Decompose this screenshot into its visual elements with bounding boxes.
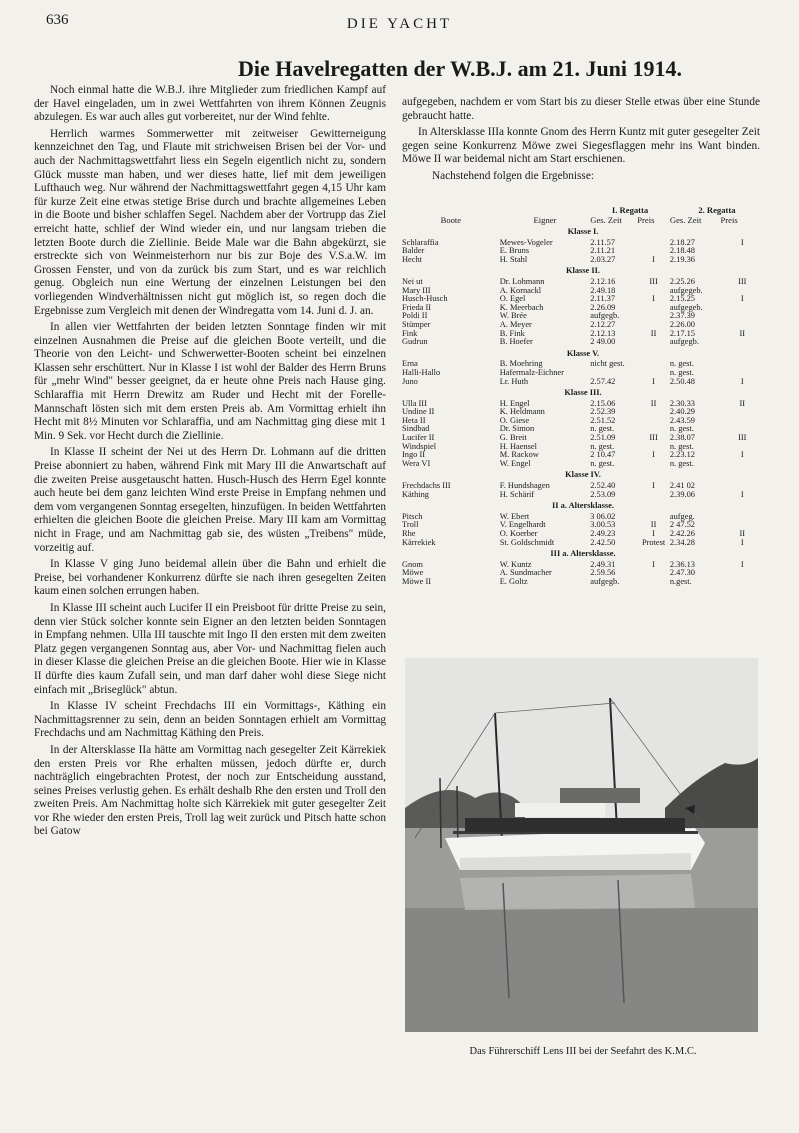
prize-2 xyxy=(721,521,764,530)
owner-name: B. Moehring xyxy=(499,360,543,369)
time-2: aufgeg. xyxy=(669,512,695,521)
prize-2 xyxy=(721,338,764,347)
time-2: 2.47.30 xyxy=(669,569,695,578)
prize-1 xyxy=(637,417,670,426)
owner-name: F. Hundshagen xyxy=(499,482,550,491)
boat-name: Pitsch xyxy=(402,512,423,521)
table-row xyxy=(402,360,764,369)
table-row xyxy=(402,443,764,452)
time-2: 2.38.07 xyxy=(669,434,695,443)
table-row xyxy=(402,239,764,248)
paragraph: In allen vier Wettfahrten der beiden letzten Sonntage finden wir mit einzelnen Ausnahmen die Preise auf die gleichen Boote verteilt, und die Theorie von den Leicht- und Schwerwetter-Booten scheint bei einzelnen Klassen sehr erschüttert. Nur in Klasse I ist wohl der Balder des Herrn Bruns für „mehr Wind" besser geeignet, da er heute ohne Preis nach Hause ging. Schlaraffia mit Herrn Drewitz am Ruder und Hecht mit der Forelle-Mannschaft lösten sich mit dem ersten Preis ab. Am Vormittag erhielt ihn Hecht mit 8½ Minuten vor Schlaraffia, und am Nachmittag ging diese mit 1 Min. 9 Sek. vor Hecht durch die Ziellinie. xyxy=(34,321,386,442)
time-1: 2.03.27 xyxy=(590,255,616,264)
boat-name: Sindbad xyxy=(402,425,430,434)
owner-name: O. Egel xyxy=(499,295,526,304)
prize-2 xyxy=(721,425,764,434)
time-2: 2.34.28 xyxy=(669,538,695,547)
time-2: 2.43.59 xyxy=(669,416,695,425)
time-1: 2.11.37 xyxy=(590,295,616,304)
time-2: 2.40.29 xyxy=(669,408,695,417)
article-title: Die Havelregatten der W.B.J. am 21. Juni 1914. xyxy=(237,56,683,81)
prize-1 xyxy=(637,247,670,256)
boat-name: Poldi II xyxy=(402,312,428,321)
prize-1 xyxy=(637,578,670,587)
prize-1: I xyxy=(652,560,655,569)
time-2: 2.39.06 xyxy=(669,490,695,499)
prize-2 xyxy=(721,256,764,265)
time-2: n. gest. xyxy=(669,459,694,468)
prize-1: II xyxy=(650,399,657,408)
boat-name: Lucifer II xyxy=(402,434,435,443)
time-1: 2.12.16 xyxy=(590,277,616,286)
time-2: 2.41 02 xyxy=(669,482,695,491)
prize-2: III xyxy=(738,277,747,286)
owner-name: Mewes-Vogeler xyxy=(499,238,553,247)
boat-name: Käthing xyxy=(402,490,429,499)
time-2: 2.15.25 xyxy=(669,295,695,304)
prize-2 xyxy=(721,513,764,522)
prize-2 xyxy=(721,287,764,296)
time-1 xyxy=(590,369,637,378)
left-column xyxy=(34,84,386,842)
class-header-row xyxy=(402,264,764,278)
table-row xyxy=(402,491,764,500)
owner-name: E. Goltz xyxy=(499,577,528,586)
owner-name: B. Hoefer xyxy=(499,338,533,347)
table-row xyxy=(402,513,764,522)
yacht-photo xyxy=(405,658,758,1032)
time-1: 2.49.18 xyxy=(590,286,616,295)
table-row xyxy=(402,321,764,330)
time-1: 2.11.57 xyxy=(590,238,616,247)
owner-name: A. Kornackl xyxy=(499,286,542,295)
time-2: 2.36.13 xyxy=(669,560,695,569)
time-1: 2.11.21 xyxy=(590,247,616,256)
class-heading: Klasse II. xyxy=(566,266,600,276)
owner-name: M. Rackow xyxy=(499,451,539,460)
prize-2: I xyxy=(740,451,744,460)
prize-2: II xyxy=(739,329,746,338)
time-2: 2.50.48 xyxy=(669,377,695,386)
prize-1 xyxy=(637,491,670,500)
time-1: 2.12.13 xyxy=(590,329,616,338)
paragraph: In Klasse III scheint auch Lucifer II ein Preisboot für dritte Preise zu sein, denn vier Stück solcher konnte sein Eigner an den letzten beiden Sonntagen in Empfang nehmen. Ulla III tauschte mit Ingo II den ersten mit dem zweiten Platz gegen vergangenen Sonntag aus, aber Vor- und Nachmittag fielen auch in dieser Klasse die gleichen Preise an die gleichen Boote. Hier wie in Klasse II dürfte dies kaum Zufall sein, und man darf daher wohl diese Siege nicht einfach mit „Briseglück" abtun. xyxy=(34,601,386,696)
prize-2 xyxy=(721,443,764,452)
time-2: aufgegeb. xyxy=(669,286,703,295)
regatta-1-header: I. Regatta xyxy=(611,205,649,215)
table-row xyxy=(402,530,764,539)
prize-2 xyxy=(721,247,764,256)
time-1: 2.15.06 xyxy=(590,399,616,408)
owner-name: A. Sundmacher xyxy=(499,569,552,578)
prize-1 xyxy=(637,239,670,248)
boat-name: Gudrun xyxy=(402,338,428,347)
time-1: nicht gest. xyxy=(590,360,625,369)
boat-name: Halli-Hallo xyxy=(402,368,441,377)
column-header-eigner: Eigner xyxy=(533,215,557,225)
owner-name: K. Meerbach xyxy=(499,303,544,312)
class-heading: II a. Altersklasse. xyxy=(552,501,614,511)
boat-name: Heta II xyxy=(402,416,426,425)
prize-1 xyxy=(637,321,670,330)
prize-2: I xyxy=(740,560,744,569)
time-2: 2.23.12 xyxy=(669,451,695,460)
owner-name: Dr. Simon xyxy=(499,425,535,434)
class-header-row xyxy=(402,547,764,561)
owner-name: B. Fink xyxy=(499,329,525,338)
time-2: 2.30.33 xyxy=(669,399,695,408)
time-1: 3.00.53 xyxy=(590,521,616,530)
boat-name: Hecht xyxy=(402,255,422,264)
prize-1: I xyxy=(652,482,655,491)
prize-2 xyxy=(721,408,764,417)
table-row xyxy=(402,369,764,378)
running-title: DIE YACHT xyxy=(346,16,453,32)
owner-name: V. Engelhardt xyxy=(499,521,546,530)
owner-name: K. Heldmann xyxy=(499,408,545,417)
boat-name: Juno xyxy=(402,377,418,386)
time-1: 2.42.50 xyxy=(590,538,616,547)
owner-name: A. Meyer xyxy=(499,320,532,329)
time-1: 2 10.47 xyxy=(590,451,616,460)
owner-name: W. Brée xyxy=(499,312,527,321)
boat-name: Möwe II xyxy=(402,577,432,586)
time-2: n. gest. xyxy=(669,360,694,369)
time-2: n. gest. xyxy=(669,442,694,451)
paragraph: In der Altersklasse IIa hätte am Vormittag nach gesegelter Zeit Kärrekiek den ersten Preis vor Rhe erhalten müssen, jedoch dürfte er, durch nachträglich eingebrachten Protest, der noch zur Entscheidung ausstand, seines Preises verlustig gehen. Es erhält deshalb Rhe den ersten und Troll den zweiten Preis. Am Nachmittag holte sich Kärrekiek mit guter gesegelter Zeit vor Rhe wieder den ersten Preis, Troll lag weit zurück und Pitsch hatte schon bei Gatow xyxy=(34,743,386,838)
boat-name: Erna xyxy=(402,360,418,369)
prize-1 xyxy=(637,287,670,296)
table-row xyxy=(402,569,764,578)
owner-name: H. Haensel xyxy=(499,442,537,451)
owner-name: Dr. Lohmann xyxy=(499,277,545,286)
prize-1 xyxy=(637,425,670,434)
prize-2 xyxy=(721,578,764,587)
prize-2 xyxy=(721,417,764,426)
class-heading: Klasse III. xyxy=(564,388,602,398)
boat-name: Troll xyxy=(402,521,419,530)
time-2: 2 47.52 xyxy=(669,521,695,530)
table-row xyxy=(402,578,764,587)
class-heading: Klasse I. xyxy=(567,227,599,236)
boat-name: Husch-Husch xyxy=(402,295,448,304)
photo-motor-yacht-icon xyxy=(405,658,758,1032)
time-1: 2.53.09 xyxy=(590,490,616,499)
table-row xyxy=(402,561,764,570)
prize-2: II xyxy=(739,530,746,538)
table-row xyxy=(402,295,764,304)
prize-2 xyxy=(721,460,764,469)
photo-caption: Das Führerschiff Lens III bei der Seefahrt des K.M.C. xyxy=(469,1046,697,1057)
prize-1: I xyxy=(652,255,655,264)
table-row xyxy=(402,521,764,530)
prize-1: III xyxy=(649,277,658,286)
boat-name: Ingo II xyxy=(402,451,426,460)
paragraph: In Klasse IV scheint Frechdachs III ein Vormittags-, Käthing ein Nachmittagsrenner zu sein, denn an beiden Sonntagen erhielt am Vormittag Frechdachs und am Nachmittag Käthing den Preis. xyxy=(34,700,386,740)
table-row xyxy=(402,451,764,460)
time-1: n. gest. xyxy=(590,459,615,468)
boat-name: Balder xyxy=(402,247,425,256)
table-row xyxy=(402,482,764,491)
prize-2 xyxy=(721,312,764,321)
time-2: aufgegb. xyxy=(669,338,699,347)
table-row xyxy=(402,256,764,265)
prize-1 xyxy=(637,304,670,313)
table-row xyxy=(402,460,764,469)
time-2: aufgegeb. xyxy=(669,303,703,312)
prize-2: I xyxy=(740,295,744,304)
time-1: 2.49.31 xyxy=(590,560,616,569)
owner-name: H. Engel xyxy=(499,399,530,408)
time-1: 2.59.56 xyxy=(590,569,616,578)
owner-name: H. Stahl xyxy=(499,255,528,264)
time-1: 2.49.23 xyxy=(590,530,616,538)
owner-name: Hafermalz-Eichner xyxy=(499,368,564,377)
table-row xyxy=(402,378,764,387)
time-1: 2.52.40 xyxy=(590,482,616,491)
owner-name: G. Breit xyxy=(499,434,527,443)
class-header-row xyxy=(402,468,764,482)
column-header-preis-1: Preis xyxy=(637,215,655,225)
paragraph: In Klasse II scheint der Nei ut des Herrn Dr. Lohmann auf die dritten Preise abonniert zu haben, während Fink mit Mary III die Anwartschaft auf die zweiten Preise ausgetauscht hatten. Husch-Husch des Herrn Egel konnte auch heute bei dem ganz leichten Wind erste Preise in Empfang nehmen und dem vom vergangenen Sonntag ersegelten, hinzufügen. In beiden Wettfahrten erhielten die gleichen Boote die gleichen Preise. Mary III kam am Vormittag nicht in Frage, und am Nachmittag gab sie, des wüsten „Treibens" müde, vorzeitig auf. xyxy=(34,446,386,554)
class-heading: Klasse V. xyxy=(566,348,600,358)
boat-name: Rhe xyxy=(402,530,416,538)
table-row xyxy=(402,425,764,434)
prize-1: III xyxy=(649,434,658,443)
boat-name: Frieda II xyxy=(402,303,432,312)
time-1: aufgegb. xyxy=(590,312,620,321)
prize-2: I xyxy=(740,490,744,499)
prize-1 xyxy=(637,569,670,578)
time-2: 2.19.36 xyxy=(669,255,695,264)
table-row xyxy=(402,434,764,443)
prize-1 xyxy=(637,408,670,417)
class-heading: Klasse IV. xyxy=(565,470,601,480)
prize-1 xyxy=(637,369,670,378)
table-row xyxy=(402,539,764,548)
paragraph: In Klasse V ging Juno beidemal allein über die Bahn und erhielt die Preise, bei vorhandener Konkurrenz dürfte sie nach ihren gesegelten Zeiten kaum einen solchen errungen haben. xyxy=(34,558,386,598)
time-1: n. gest. xyxy=(590,425,615,434)
owner-name: St. Goldschmidt xyxy=(499,538,555,547)
prize-2 xyxy=(721,304,764,313)
table-row xyxy=(402,338,764,347)
owner-name: W. Engel xyxy=(499,459,531,468)
class-header-row xyxy=(402,225,764,239)
paragraph: Herrlich warmes Sommerwetter mit zeitweiser Gewitterneigung kennzeichnet den Tag, und Flaute mit strichweisen Brisen bei der Vor- und auch der Nachmittagswettfahrt liess ein Segeln eigentlich nicht zu, sondern Glück musste man haben, und wer dieses hatte, lief mit dem jeweiligen Lufthauch weg. Nur während der Nachmittagswettfahrt gegen 4,15 Uhr kam für kurze Zeit eine etwas stetige Brise durch und brachte allgemeines Leben in die Boote und bisher schlaffen Segel. Nachdem aber der Vortrupp das Ziel erreicht hatte, schlief der Wind wieder ein, und nur langsam trieben die letzten Boote durch die Ziellinie. Beide Male war die Bahn abgekürzt, sie erstreckte sich von Weinmeisterhorn nur bis zur Boje des V.S.a.W. im Grossen Fenster, und von da zurück bis zum Start, und es war reichlich genug. Obgleich nun eine Wertung der einzelnen Leistungen bei den vorliegenden Windverhältnissen nicht gut möglich ist, so regen doch die Ergebnisse zum Vergleich mit denen der Windregatta vom 14. Juni d. J. an. xyxy=(34,127,386,317)
table-row xyxy=(402,304,764,313)
column-header-boote: Boote xyxy=(440,215,462,225)
owner-name: O. Giese xyxy=(499,416,530,425)
column-header-preis-2: Preis xyxy=(720,215,738,225)
table-row xyxy=(402,312,764,321)
prize-2: I xyxy=(740,238,744,247)
time-2: 2.42.26 xyxy=(669,530,695,538)
prize-1: I xyxy=(652,377,655,386)
time-2: n.gest. xyxy=(669,577,692,586)
prize-1 xyxy=(637,338,670,347)
time-1: n. gest. xyxy=(590,442,615,451)
time-1: 3 06.02 xyxy=(590,512,616,521)
prize-2: I xyxy=(740,377,744,386)
paragraph: aufgegeben, nachdem er vom Start bis zu dieser Stelle etwas über eine Stunde gebraucht hatte. xyxy=(402,96,760,122)
paragraph: In Altersklasse IIIa konnte Gnom des Herrn Kuntz mit guter gesegelter Zeit gegen seine Konkurrenz Möwe zwei Siegesflaggen mehr ins Want binden. Möwe II war beidemal nicht am Start erschienen. xyxy=(402,126,760,166)
table-row xyxy=(402,287,764,296)
prize-1 xyxy=(637,443,670,452)
prize-1: I xyxy=(652,295,655,304)
class-header-row xyxy=(402,386,764,400)
time-2: 2.17.15 xyxy=(669,329,695,338)
owner-name: W. Ebert xyxy=(499,512,530,521)
prize-1 xyxy=(637,513,670,522)
boat-name: Schlaraffia xyxy=(402,238,439,247)
boat-name: Frechdachs III xyxy=(402,482,451,491)
table-row xyxy=(402,330,764,339)
time-2: 2.18.48 xyxy=(669,247,695,256)
boat-name: Stümper xyxy=(402,320,431,329)
table-row xyxy=(402,417,764,426)
time-1: 2.26.09 xyxy=(590,303,616,312)
boat-name: Fink xyxy=(402,329,418,338)
prize-1: II xyxy=(650,521,657,530)
boat-name: Kärrekiek xyxy=(402,538,436,547)
boat-name: Ulla III xyxy=(402,399,427,408)
prize-2: I xyxy=(740,538,744,547)
class-heading: III a. Altersklasse. xyxy=(550,549,616,559)
boat-name: Undine II xyxy=(402,408,435,417)
time-2: n. gest. xyxy=(669,368,694,377)
time-2: 2.18.27 xyxy=(669,238,695,247)
prize-1 xyxy=(637,360,670,369)
right-column xyxy=(402,96,760,187)
time-1: 2.51.52 xyxy=(590,416,616,425)
prize-1 xyxy=(637,312,670,321)
table-row xyxy=(402,408,764,417)
regatta-2-header: 2. Regatta xyxy=(698,205,736,215)
time-1: aufgegb. xyxy=(590,577,620,586)
table-row xyxy=(402,400,764,409)
prize-1: Protest xyxy=(641,538,666,547)
time-1: 2.57.42 xyxy=(590,377,616,386)
time-2: 2.25.26 xyxy=(669,277,695,286)
column-header-zeit-1: Ges. Zeit xyxy=(590,215,622,225)
table-row xyxy=(402,278,764,287)
time-2: 2.37.39 xyxy=(669,312,695,321)
boat-name: Mary III xyxy=(402,286,431,295)
time-2: n. gest. xyxy=(669,425,694,434)
owner-name: O. Koerber xyxy=(499,530,538,538)
boat-name: Nei ut xyxy=(402,277,423,286)
boat-name: Wera VI xyxy=(402,459,431,468)
class-header-row xyxy=(402,347,764,361)
paragraph: Nachstehend folgen die Ergebnisse: xyxy=(432,169,594,182)
boat-name: Möwe xyxy=(402,569,424,578)
time-1: 2.51.09 xyxy=(590,434,616,443)
owner-name: H. Schärif xyxy=(499,490,535,499)
boat-name: Gnom xyxy=(402,560,423,569)
owner-name: W. Kuntz xyxy=(499,560,532,569)
boat-name: Windspiel xyxy=(402,442,437,451)
time-1: 2.52.39 xyxy=(590,408,616,417)
prize-2: III xyxy=(738,434,747,443)
prize-1 xyxy=(637,460,670,469)
prize-2 xyxy=(721,369,764,378)
prize-1: I xyxy=(652,451,655,460)
page-number: 636 xyxy=(46,12,69,28)
time-2: 2.26.00 xyxy=(669,320,695,329)
prize-2 xyxy=(721,360,764,369)
owner-name: E. Bruns xyxy=(499,247,530,256)
owner-name: Lr. Huth xyxy=(499,377,529,386)
time-1: 2.12.27 xyxy=(590,320,616,329)
paragraph: Noch einmal hatte die W.B.J. ihre Mitglieder zum friedlichen Kampf auf der Havel eingeladen, um in zwei Wettfahrten von ihrem Können Zeugnis abzulegen. Es war auch alles gut vorbereitet, nur der Wind fehlte. xyxy=(34,84,386,124)
class-header-row xyxy=(402,499,764,513)
prize-2 xyxy=(721,569,764,578)
table-row xyxy=(402,247,764,256)
prize-1: I xyxy=(652,530,655,538)
column-header-zeit-2: Ges. Zeit xyxy=(669,215,702,225)
time-1: 2 49.00 xyxy=(590,338,616,347)
prize-2: II xyxy=(739,399,746,408)
results-table xyxy=(402,205,764,587)
prize-2 xyxy=(721,321,764,330)
prize-1: II xyxy=(650,329,657,338)
prize-2 xyxy=(721,482,764,491)
